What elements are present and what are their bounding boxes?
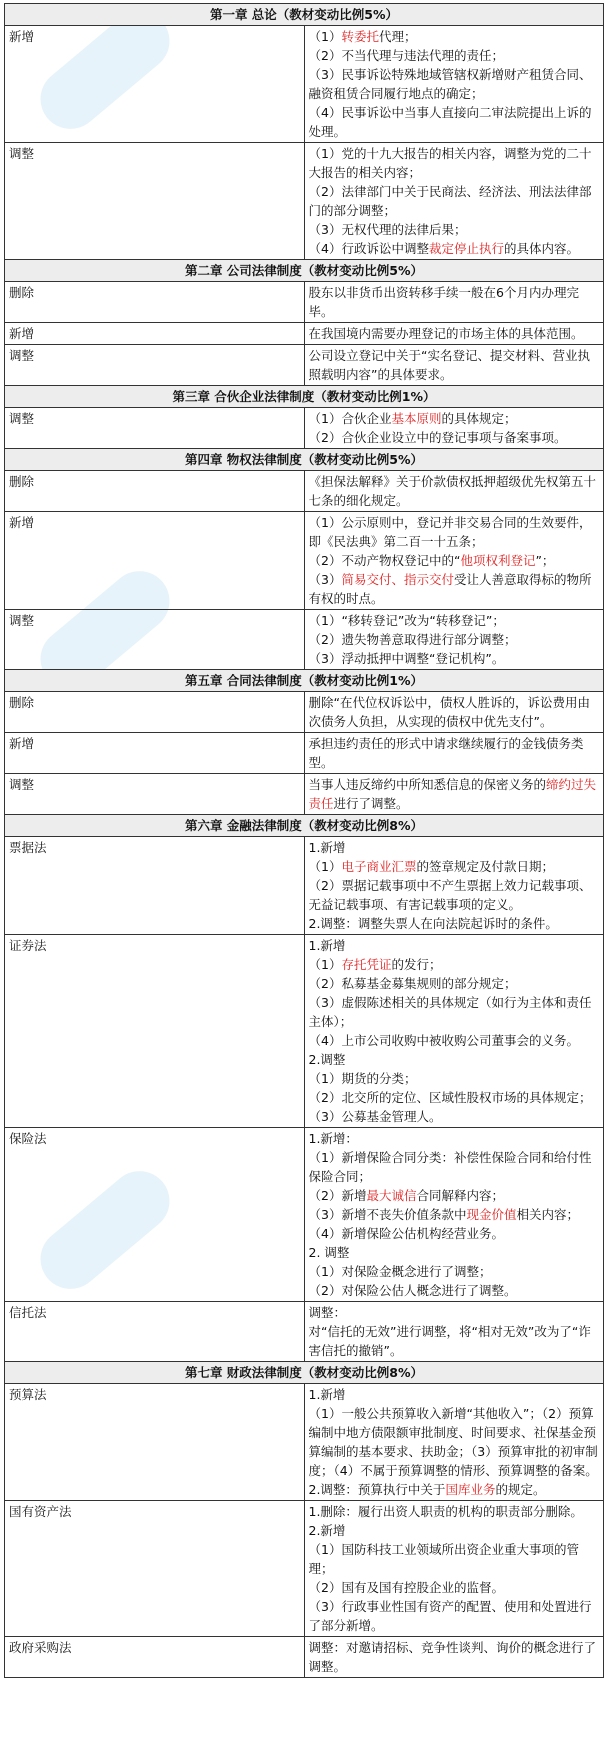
content-line	[309, 551, 600, 570]
table-row	[5, 408, 604, 449]
content-line: （2）不当代理与违法代理的责任；	[308, 48, 504, 63]
content-line: 1.新增：	[308, 1131, 358, 1146]
content-line: （2）北交所的定位、区域性股权市场的具体规定；	[308, 1090, 592, 1105]
row-label: 删除	[5, 282, 305, 323]
row-label: 调整	[5, 143, 305, 260]
content-line: 调整：	[308, 1305, 347, 1320]
content-line	[309, 409, 600, 428]
table-row	[5, 1637, 604, 1678]
chapter-title: 第一章 总论（教材变动比例5%）	[5, 4, 604, 26]
content-line: （1）新增保险合同分类：补偿性保险合同和给付性保险合同；	[308, 1150, 592, 1184]
row-content	[304, 774, 604, 815]
chapter-title: 第二章 公司法律制度（教材变动比例5%）	[5, 260, 604, 282]
content-line: 2.新增	[308, 1523, 346, 1538]
content-line: （4）新增保险公估机构经营业务。	[308, 1226, 504, 1241]
row-label: 预算法	[5, 1384, 305, 1501]
table-row	[5, 837, 604, 935]
table-row	[5, 471, 604, 512]
chapter-header	[5, 260, 604, 282]
row-content	[304, 1302, 604, 1362]
content-line: （1）公示原则中，登记并非交易合同的生效要件，即《民法典》第二百一十五条；	[308, 515, 592, 549]
row-content: 承担违约责任的形式中请求继续履行的金钱债务类型。	[304, 733, 604, 774]
highlight-text: 缔约过失责任	[308, 777, 597, 811]
text: （3）	[308, 572, 342, 587]
table-row	[5, 512, 604, 610]
content-line: （2）对保险公估人概念进行了调整。	[308, 1283, 517, 1298]
row-content	[304, 408, 604, 449]
chapter-title: 第三章 合伙企业法律制度（教材变动比例1%）	[5, 386, 604, 408]
table-row	[5, 26, 604, 143]
content-line	[309, 955, 600, 974]
row-content	[304, 143, 604, 260]
content-line: 2.调整	[308, 1052, 346, 1067]
highlight-text: 存托凭证	[341, 957, 392, 972]
content-line: （3）行政事业性国有资产的配置、使用和处置进行了部分新增。	[308, 1599, 592, 1633]
content-line: 2.调整：调整失票人在向法院起诉时的条件。	[308, 916, 558, 931]
content-line: 1.新增	[308, 938, 346, 953]
highlight-text: 基本原则	[391, 411, 442, 426]
table-row	[5, 610, 604, 670]
text: 合同解释内容；	[416, 1188, 504, 1203]
text: （4）行政诉讼中调整	[308, 241, 429, 256]
table-row	[5, 282, 604, 323]
highlight-text: 裁定停止执行	[428, 241, 504, 256]
text: ”；	[535, 553, 555, 568]
chapter-header	[5, 386, 604, 408]
row-label: 国有资产法	[5, 1501, 305, 1637]
row-label: 删除	[5, 471, 305, 512]
highlight-text: 简易交付、指示交付	[341, 572, 454, 587]
content-line	[309, 570, 600, 608]
table-row	[5, 1501, 604, 1637]
content-line: （4）民事诉讼中当事人直接向二审法院提出上诉的处理。	[308, 105, 592, 139]
text: 的具体规定；	[441, 411, 517, 426]
content-line: 2. 调整	[308, 1245, 350, 1260]
row-label: 调整	[5, 345, 305, 386]
table-row	[5, 935, 604, 1128]
content-line: （2）遗失物善意取得进行部分调整；	[308, 632, 517, 647]
text: 相关内容；	[516, 1207, 579, 1222]
text: 的发行；	[391, 957, 442, 972]
text: （1）	[308, 29, 342, 44]
text: （1）	[308, 859, 342, 874]
changes-table	[4, 3, 604, 1678]
row-content: 股东以非货币出资转移手续一般在6个月内办理完毕。	[304, 282, 604, 323]
row-label: 调整	[5, 408, 305, 449]
highlight-text: 国库业务	[445, 1482, 496, 1497]
content-line: （3）民事诉讼特殊地域管辖权新增财产租赁合同、融资租赁合同履行地点的确定；	[308, 67, 592, 101]
table-row	[5, 733, 604, 774]
content-line: 1.新增	[308, 840, 346, 855]
row-label: 票据法	[5, 837, 305, 935]
text: （3）新增不丧失价值条款中	[308, 1207, 467, 1222]
content-line	[309, 1186, 600, 1205]
chapter-title: 第四章 物权法律制度（教材变动比例5%）	[5, 449, 604, 471]
table-row	[5, 774, 604, 815]
table-row	[5, 1128, 604, 1302]
chapter-header	[5, 815, 604, 837]
row-content	[304, 1384, 604, 1501]
highlight-text: 最大诚信	[366, 1188, 417, 1203]
content-line: （1）期货的分类；	[308, 1071, 417, 1086]
highlight-text: 转委托	[341, 29, 379, 44]
row-content	[304, 1128, 604, 1302]
row-content: 调整：对邀请招标、竞争性谈判、询价的概念进行了调整。	[304, 1637, 604, 1678]
highlight-text: 现金价值	[466, 1207, 517, 1222]
table-row	[5, 1384, 604, 1501]
row-content	[304, 26, 604, 143]
row-content: 在我国境内需要办理登记的市场主体的具体范围。	[304, 323, 604, 345]
text: （1）	[308, 957, 342, 972]
content-line: （2）私募基金募集规则的部分规定；	[308, 976, 517, 991]
text: （2）不动产物权登记中的“	[308, 553, 461, 568]
row-label: 新增	[5, 323, 305, 345]
row-content	[304, 512, 604, 610]
text: （2）新增	[308, 1188, 367, 1203]
content-line: （1）国防科技工业领域所出资企业重大事项的管理；	[308, 1542, 579, 1576]
table-row	[5, 323, 604, 345]
text: 的具体内容。	[503, 241, 579, 256]
row-content: 公司设立登记中关于“实名登记、提交材料、营业执照载明内容”的具体要求。	[304, 345, 604, 386]
row-label: 证券法	[5, 935, 305, 1128]
content-line: （1）一般公共预算收入新增“其他收入”；（2）预算编制中地方债限额审批制度、时间要求、社保基金预算编制的基本要求、扶助金；（3）预算审批的初审制度；（4）不属于预算调整的情形、预算调整的备案。	[308, 1406, 598, 1478]
content-line: （3）公募基金管理人。	[308, 1109, 442, 1124]
content-line	[309, 1205, 600, 1224]
text: 的规定。	[495, 1482, 546, 1497]
table-row	[5, 345, 604, 386]
chapter-header	[5, 4, 604, 26]
row-label: 信托法	[5, 1302, 305, 1362]
content-line: （2）法律部门中关于民商法、经济法、刑法法律部门的部分调整；	[308, 184, 592, 218]
content-line: （2）票据记载事项中不产生票据上效力记载事项、无益记载事项、有害记载事项的定义。	[308, 878, 592, 912]
text: 受让人善意取得标的物所有权的时点。	[308, 572, 592, 606]
table-row	[5, 143, 604, 260]
content-line: （1）“移转登记”改为“转移登记”；	[308, 613, 505, 628]
row-content	[304, 935, 604, 1128]
chapter-header	[5, 670, 604, 692]
row-label: 调整	[5, 774, 305, 815]
row-label: 调整	[5, 610, 305, 670]
content-line: （3）浮动抵押中调整“登记机构”。	[308, 651, 505, 666]
row-content: 删除“在代位权诉讼中，债权人胜诉的，诉讼费用由次债务人负担，从实现的债权中优先支付”。	[304, 692, 604, 733]
table-row	[5, 1302, 604, 1362]
table-row	[5, 692, 604, 733]
chapter-title: 第七章 财政法律制度（教材变动比例8%）	[5, 1362, 604, 1384]
content-line: 1.删除：履行出资人职责的机构的职责部分删除。	[308, 1504, 583, 1519]
chapter-title: 第六章 金融法律制度（教材变动比例8%）	[5, 815, 604, 837]
text: （1）合伙企业	[308, 411, 392, 426]
content-line: （3）无权代理的法律后果；	[308, 222, 467, 237]
text: 当事人违反缔约中所知悉信息的保密义务的	[308, 777, 547, 792]
content-line	[309, 857, 600, 876]
row-label: 删除	[5, 692, 305, 733]
content-line: 1.新增	[308, 1387, 346, 1402]
chapter-header	[5, 1362, 604, 1384]
row-label: 新增	[5, 733, 305, 774]
content-line	[309, 239, 600, 258]
row-content	[304, 610, 604, 670]
text: 2.调整：预算执行中关于	[308, 1482, 446, 1497]
content-line: （2）合伙企业设立中的登记事项与备案事项。	[308, 430, 567, 445]
content-line: （4）上市公司收购中被收购公司董事会的义务。	[308, 1033, 579, 1048]
row-label: 保险法	[5, 1128, 305, 1302]
highlight-text: 他项权利登记	[460, 553, 536, 568]
text: 的签章规定及付款日期；	[416, 859, 554, 874]
content-line: （3）虚假陈述相关的具体规定（如行为主体和责任主体）；	[308, 995, 592, 1029]
row-label: 新增	[5, 512, 305, 610]
highlight-text: 电子商业汇票	[341, 859, 417, 874]
row-label: 政府采购法	[5, 1637, 305, 1678]
row-content: 《担保法解释》关于价款债权抵押超级优先权第五十七条的细化规定。	[304, 471, 604, 512]
row-content	[304, 1501, 604, 1637]
content-line	[309, 27, 600, 46]
text: 代理；	[378, 29, 417, 44]
chapter-title: 第五章 合同法律制度（教材变动比例1%）	[5, 670, 604, 692]
row-content	[304, 837, 604, 935]
chapter-header	[5, 449, 604, 471]
row-label: 新增	[5, 26, 305, 143]
content-line: （2）国有及国有控股企业的监督。	[308, 1580, 504, 1595]
content-line: （1）党的十九大报告的相关内容，调整为党的二十大报告的相关内容；	[308, 146, 592, 180]
text: 进行了调整。	[333, 796, 409, 811]
content-line: 对“信托的无效”进行调整，将“相对无效”改为了“诈害信托的撤销”。	[308, 1324, 591, 1358]
content-line	[309, 1480, 600, 1499]
content-line: （1）对保险金概念进行了调整；	[308, 1264, 492, 1279]
